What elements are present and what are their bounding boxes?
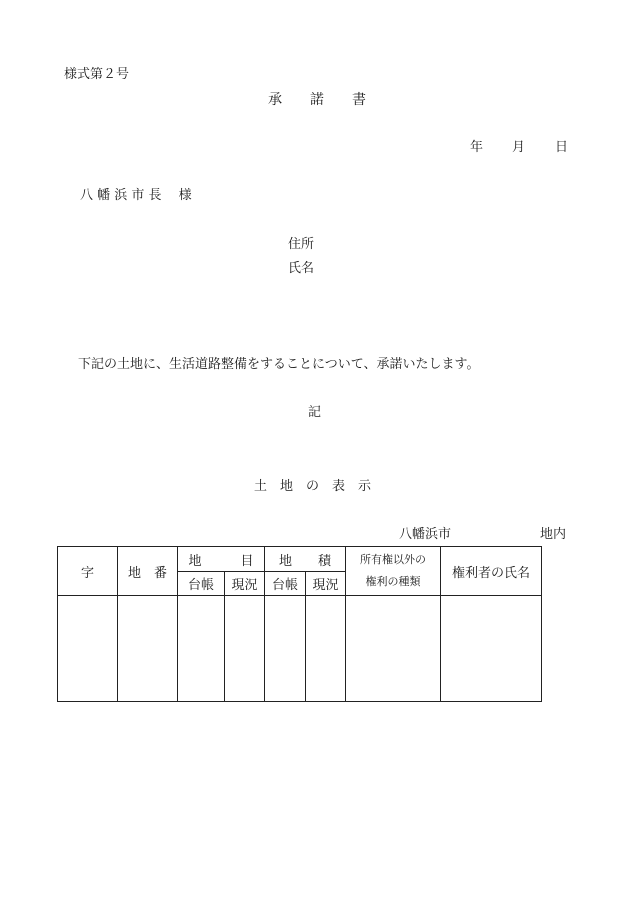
document-title: 承 諾 書 — [268, 92, 366, 108]
header-chiban: 地 番 — [118, 547, 178, 596]
cell-chiban[interactable] — [118, 596, 178, 702]
cell-chimoku-genkyo[interactable] — [225, 596, 265, 702]
cell-owner[interactable] — [441, 596, 542, 702]
cell-rights[interactable] — [346, 596, 441, 702]
cell-aza[interactable] — [58, 596, 118, 702]
header-rights-line1: 所有権以外の — [360, 553, 427, 567]
date-day: 日 — [555, 140, 569, 155]
header-owner: 権利者の氏名 — [441, 547, 542, 596]
location-suffix: 地内 — [540, 527, 567, 542]
date-month: 月 — [512, 140, 526, 155]
form-number: 様式第２号 — [64, 67, 130, 82]
header-rights — [346, 547, 441, 596]
location-city: 八幡浜市 — [399, 527, 452, 542]
header-aza: 字 — [58, 547, 118, 596]
name-label: 氏名 — [288, 261, 315, 276]
subheader-genkyo: 現況 — [225, 572, 265, 596]
cell-chimoku-daicho[interactable] — [178, 596, 225, 702]
header-rights-line2: 権利の種類 — [365, 575, 421, 589]
address-label: 住所 — [288, 237, 315, 252]
date-year: 年 — [470, 140, 484, 155]
ki-label: 記 — [308, 405, 322, 420]
cell-chiseki-genkyo[interactable] — [306, 596, 346, 702]
subheader-genkyo-area: 現況 — [306, 572, 346, 596]
cell-chiseki-daicho[interactable] — [265, 596, 306, 702]
section-title: 土 地 の 表 示 — [254, 479, 372, 494]
subheader-daicho-area: 台帳 — [265, 572, 306, 596]
body-text: 下記の土地に、生活道路整備をすることについて、承諾いたします。 — [78, 357, 480, 372]
header-chiseki: 地 積 — [265, 547, 346, 572]
header-chimoku: 地 目 — [178, 547, 265, 572]
land-table — [57, 546, 542, 702]
subheader-daicho: 台帳 — [178, 572, 225, 596]
addressee: 八 幡 浜 市 長 様 — [80, 188, 192, 203]
